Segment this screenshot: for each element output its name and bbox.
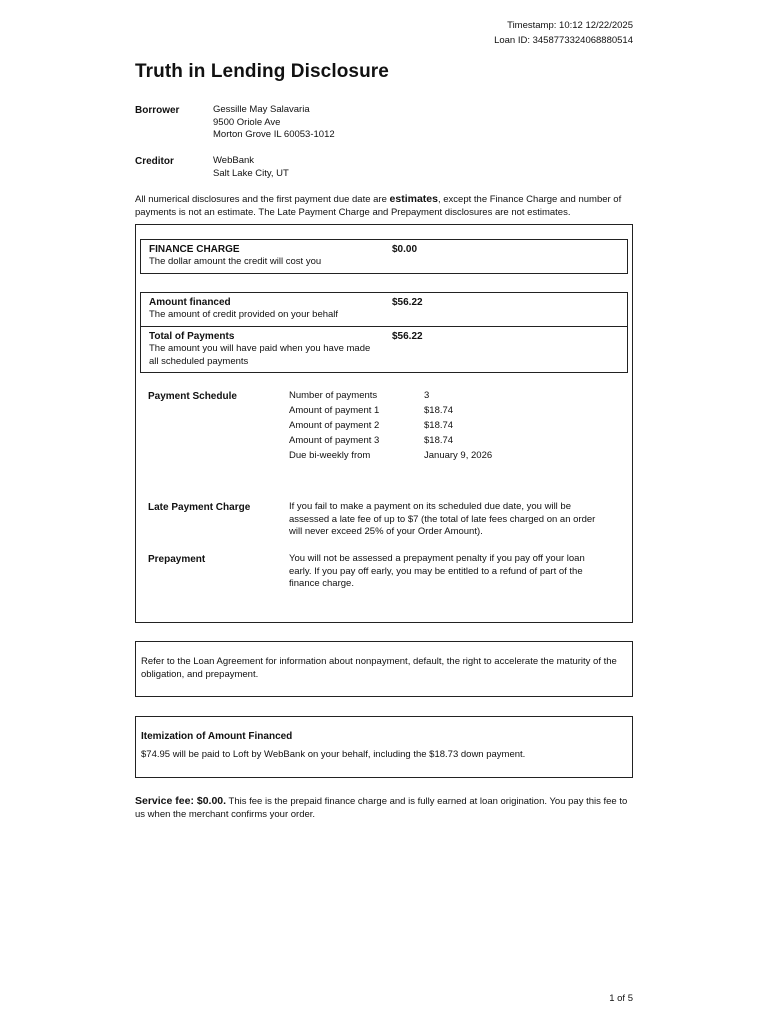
- page-indicator: 1 of 5: [609, 993, 633, 1004]
- creditor-label: Creditor: [135, 156, 174, 167]
- borrower-address: [213, 104, 335, 142]
- document-meta: [494, 18, 633, 48]
- payment-schedule: [148, 390, 628, 465]
- prepayment-text: You will not be assessed a prepayment penalty if you pay off your loan early. If you pay off early, you may be entitled to a refund of part of the finance charge.: [289, 553, 585, 589]
- late-payment-label: Late Payment Charge: [148, 502, 251, 513]
- amount-financed-box: [140, 292, 628, 327]
- service-fee-amount: Service fee: $0.00.: [135, 795, 227, 807]
- amount-financed-label: Amount financed: [149, 297, 231, 308]
- schedule-value: January 9, 2026: [424, 450, 493, 461]
- loan-agreement-notice: [135, 641, 633, 697]
- table-row: [289, 450, 492, 465]
- service-fee-note: [135, 795, 635, 821]
- finance-charge-label: FINANCE CHARGE: [149, 244, 240, 255]
- total-payments-label: Total of Payments: [149, 331, 235, 342]
- schedule-key: Amount of payment 2: [289, 420, 380, 431]
- estimates-notice-end: , except the Finance Charge and number of payments is not an estimate. The Late Payment Charge and Prepayment disclosures are not estimates.: [135, 194, 622, 218]
- itemization-label: Itemization of Amount Financed: [141, 731, 293, 742]
- timestamp: Timestamp: 10:12 12/22/2025: [507, 20, 633, 31]
- payment-schedule-table: [289, 390, 492, 465]
- page-title: Truth in Lending Disclosure: [135, 61, 389, 82]
- late-payment-text: If you fail to make a payment on its scheduled due date, you will be assessed a late fee of up to $7 (the total of late fees charged on an order will never exceed 25% of your Order Amount).: [289, 501, 596, 537]
- borrower-label: Borrower: [135, 105, 180, 116]
- estimates-notice: [135, 193, 635, 219]
- schedule-value: $18.74: [424, 405, 454, 416]
- service-fee-text: This fee is the prepaid finance charge and is fully earned at loan origination. You pay this fee to us when the merchant confirms your order.: [135, 796, 628, 820]
- schedule-value: 3: [424, 390, 430, 401]
- table-row: [289, 435, 492, 450]
- total-payments-desc-line2: all scheduled payments: [149, 355, 249, 367]
- itemization-box: [135, 716, 633, 778]
- borrower-name: Gessille May Salavaria: [213, 104, 310, 115]
- creditor-address: [213, 155, 289, 180]
- schedule-key: Due bi-weekly from: [289, 450, 371, 461]
- schedule-key: Number of payments: [289, 390, 378, 401]
- loan-agreement-text: Refer to the Loan Agreement for information about nonpayment, default, the right to accelerate the maturity of the obligation, and prepayment.: [141, 656, 617, 680]
- total-payments-amount: $56.22: [392, 331, 423, 342]
- prepayment-section: [148, 553, 628, 591]
- borrower-street: 9500 Oriole Ave: [213, 116, 281, 128]
- amount-financed-desc: The amount of credit provided on your behalf: [149, 309, 339, 320]
- borrower-city: Morton Grove IL 60053-1012: [213, 129, 335, 140]
- finance-charge-desc: The dollar amount the credit will cost you: [149, 256, 322, 267]
- table-row: [289, 420, 492, 435]
- estimates-emphasis: estimates: [389, 193, 438, 205]
- borrower-section: [135, 104, 635, 142]
- table-row: [289, 390, 492, 405]
- amount-financed-amount: $56.22: [392, 297, 423, 308]
- finance-charge-box: [140, 239, 628, 274]
- schedule-value: $18.74: [424, 420, 454, 431]
- schedule-key: Amount of payment 3: [289, 435, 380, 446]
- late-payment-section: [148, 501, 628, 539]
- prepayment-label: Prepayment: [148, 554, 206, 565]
- schedule-value: $18.74: [424, 435, 454, 446]
- loan-id: Loan ID: 3458773324068880514: [494, 35, 633, 46]
- creditor-section: [135, 155, 635, 180]
- itemization-text: $74.95 will be paid to Loft by WebBank on your behalf, including the $18.73 down payment.: [141, 749, 526, 760]
- creditor-location: Salt Lake City, UT: [213, 167, 289, 179]
- total-payments-desc-line1: The amount you will have paid when you have made: [149, 343, 371, 354]
- total-payments-box: [140, 326, 628, 373]
- payment-schedule-label: Payment Schedule: [148, 391, 237, 402]
- estimates-notice-start: All numerical disclosures and the first payment due date are: [135, 194, 390, 205]
- finance-charge-amount: $0.00: [392, 244, 418, 255]
- schedule-key: Amount of payment 1: [289, 405, 380, 416]
- table-row: [289, 405, 492, 420]
- creditor-name: WebBank: [213, 155, 255, 166]
